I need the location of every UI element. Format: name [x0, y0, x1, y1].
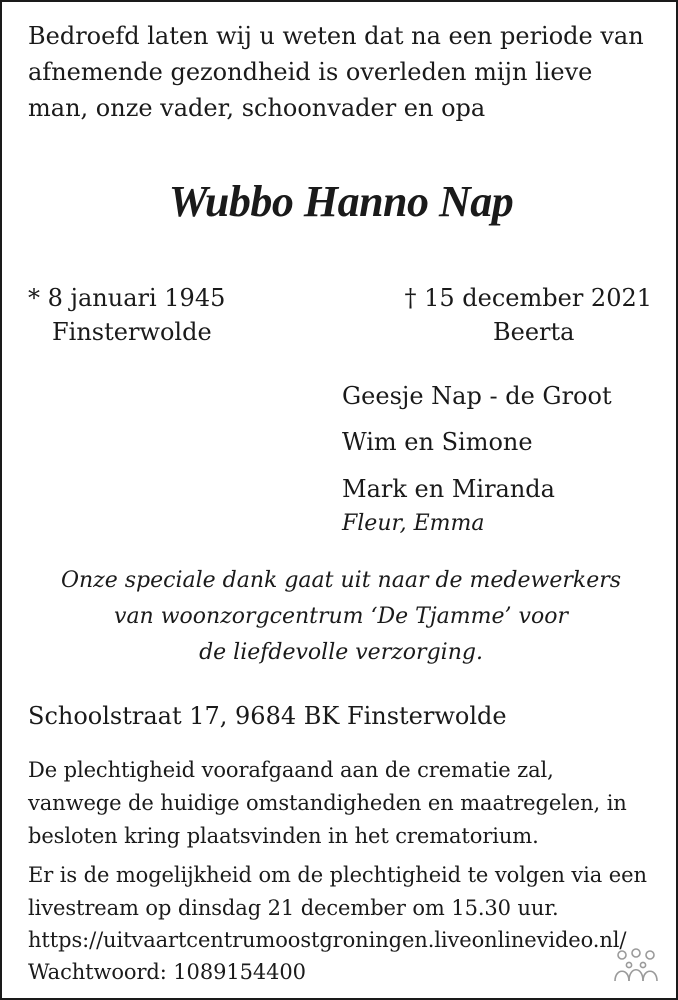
death-date: † 15 december 2021	[404, 284, 652, 312]
intro-line-3: man, onze vader, schoonvader en opa	[28, 94, 486, 122]
family-member-1: Geesje Nap - de Groot	[342, 382, 612, 410]
livestream-line-1: Er is de mogelijkheid om de plechtigheid te volgen via een	[28, 863, 647, 887]
intro-line-1: Bedroefd laten wij u weten dat na een periode van	[28, 22, 644, 50]
thanks-line-2: van woonzorgcentrum ‘De Tjamme’ voor	[114, 604, 568, 629]
thanks-line-3: de liefdevolle verzorging.	[199, 640, 483, 665]
livestream-password: Wachtwoord: 1089154400	[28, 960, 306, 984]
deceased-name: Wubbo Hanno Nap	[168, 177, 514, 226]
intro-line-2: afnemende gezondheid is overleden mijn lieve	[28, 58, 593, 86]
grandchildren: Fleur, Emma	[342, 511, 485, 536]
livestream-line-2: livestream op dinsdag 21 december om 15.30 uur.	[28, 896, 559, 920]
death-place: Beerta	[493, 318, 575, 346]
address: Schoolstraat 17, 9684 BK Finsterwolde	[28, 702, 507, 730]
family-people-icon	[612, 948, 660, 984]
ceremony-line-2: vanwege de huidige omstandigheden en maatregelen, in	[28, 791, 627, 815]
family-member-3: Mark en Miranda	[342, 475, 555, 503]
birth-date: * 8 januari 1945	[28, 284, 226, 312]
ceremony-line-3: besloten kring plaatsvinden in het crematorium.	[28, 824, 539, 848]
birth-place: Finsterwolde	[52, 318, 212, 346]
family-member-2: Wim en Simone	[342, 428, 533, 456]
thanks-line-1: Onze speciale dank gaat uit naar de medewerkers	[60, 568, 622, 593]
livestream-url[interactable]: https://uitvaartcentrumoostgroningen.liveonlinevideo.nl/	[28, 928, 627, 952]
ceremony-line-1: De plechtigheid voorafgaand aan de crematie zal,	[28, 758, 554, 782]
